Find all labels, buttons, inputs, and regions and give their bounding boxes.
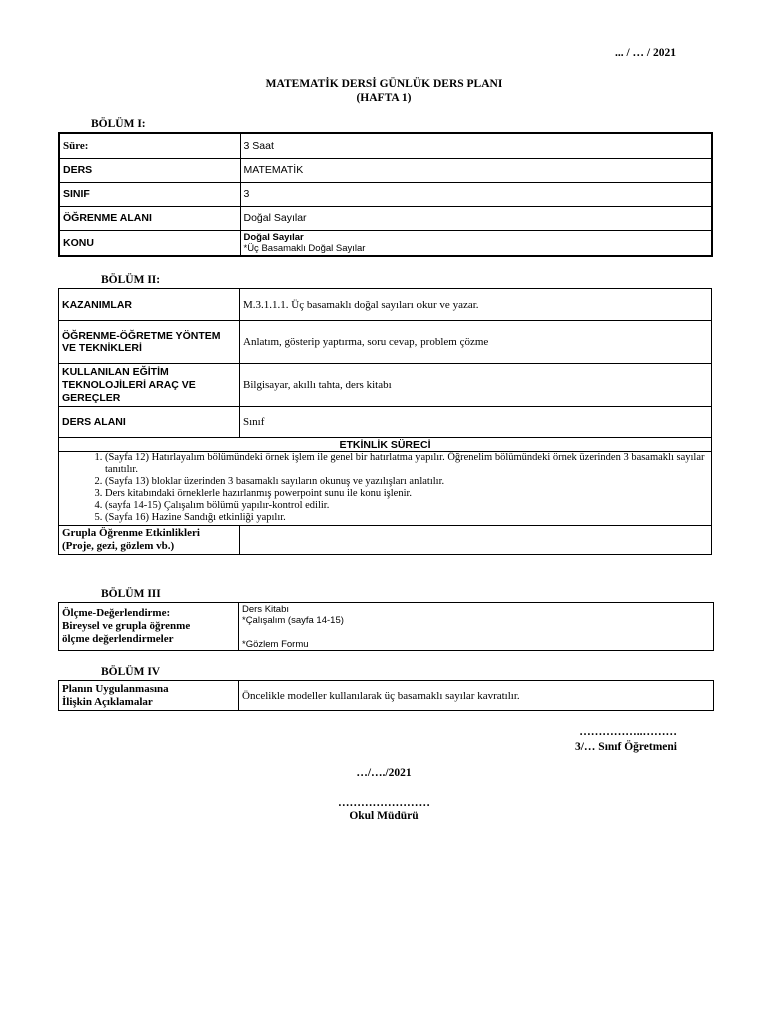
konu-main: Doğal Sayılar — [243, 231, 304, 243]
row-grup — [59, 526, 712, 555]
activity-item: 2. (Sayfa 13) bloklar üzerinden 3 basamaklı sayıların okunuş ve yazılışları anlatılır. — [105, 476, 707, 488]
signature-date: …/…./2021 — [356, 767, 412, 779]
row-sure — [59, 133, 712, 158]
olcme-value-line2: *Çalışalım (sayfa 14-15) — [242, 615, 344, 626]
activities-list — [59, 452, 707, 524]
aciklamalar-label-line1: Planın Uygulanmasına — [62, 682, 169, 695]
section1-table — [58, 132, 713, 257]
row-kazanimlar — [59, 289, 712, 321]
arac-value: Bilgisayar, akıllı tahta, ders kitabı — [240, 364, 712, 407]
grup-label — [59, 526, 240, 555]
section4-table — [58, 680, 714, 711]
ders-value: MATEMATİK — [240, 158, 712, 182]
section3-heading: BÖLÜM III — [101, 588, 161, 600]
olcme-label-line2: Bireysel ve grupla öğrenme — [62, 620, 191, 632]
grup-label-line2: (Proje, gezi, gözlem vb.) — [62, 540, 175, 552]
ders-alani-value: Sınıf — [240, 407, 712, 438]
sinif-value: 3 — [240, 182, 712, 206]
yontem-label-line1: ÖĞRENME-ÖĞRETME YÖNTEM — [62, 330, 221, 342]
teacher-signature-dots: ……………..……… — [579, 726, 677, 738]
olcme-label-line3: ölçme değerlendirmeler — [62, 633, 174, 645]
konu-sub: *Üç Basamaklı Doğal Sayılar — [243, 242, 366, 254]
aciklamalar-label — [59, 681, 239, 711]
kazanimlar-label: KAZANIMLAR — [59, 289, 240, 321]
section1-heading: BÖLÜM I: — [91, 118, 146, 130]
aciklamalar-value: Öncelikle modeller kullanılarak üç basamaklı sayılar kavratılır. — [239, 681, 714, 711]
ders-label: DERS — [59, 158, 240, 182]
activity-item: 1. (Sayfa 12) Hatırlayalım bölümündeki örnek işlem ile genel bir hatırlatma yapılır. Öğrenelim bölümündeki örnek üzerinden 3 basamaklı sayılar tanıtılır. — [105, 452, 707, 476]
principal-signature-dots: …………………… — [338, 797, 430, 809]
row-ogrenme-alani — [59, 206, 712, 230]
row-etkinlik-heading — [59, 438, 712, 452]
sure-label: Süre: — [59, 133, 240, 158]
document-date: ... / … / 2021 — [614, 47, 676, 59]
activity-item: 5. (Sayfa 16) Hazine Sandığı etkinliği yapılır. — [105, 512, 707, 524]
konu-label: KONU — [59, 230, 240, 256]
row-arac — [59, 364, 712, 407]
olcme-label-line1: Ölçme-Değerlendirme: — [62, 607, 171, 619]
grup-value — [240, 526, 712, 555]
grup-label-line1: Grupla Öğrenme Etkinlikleri — [62, 527, 200, 539]
yontem-label-line2: VE TEKNİKLERİ — [62, 342, 142, 354]
section2-heading: BÖLÜM II: — [101, 274, 161, 286]
principal-title: Okul Müdürü — [349, 810, 419, 822]
activities-cell — [59, 452, 712, 526]
row-activities — [59, 452, 712, 526]
olcme-value-line1: Ders Kitabı — [242, 604, 289, 615]
section4-heading: BÖLÜM IV — [101, 666, 161, 678]
section2-table — [58, 288, 712, 555]
yontem-value: Anlatım, gösterip yaptırma, soru cevap, problem çözme — [240, 321, 712, 364]
row-sinif — [59, 182, 712, 206]
konu-value — [240, 230, 712, 256]
etkinlik-heading: ETKİNLİK SÜRECİ — [59, 438, 712, 452]
activity-item: 4. (sayfa 14-15) Çalışalım bölümü yapılır-kontrol edilir. — [105, 500, 707, 512]
olcme-value-line3: *Gözlem Formu — [242, 639, 309, 650]
row-olcme — [59, 603, 714, 651]
sinif-label: SINIF — [59, 182, 240, 206]
arac-label: KULLANILAN EĞİTİM TEKNOLOJİLERİ ARAÇ VE GEREÇLER — [59, 364, 240, 407]
olcme-label — [59, 603, 239, 651]
row-aciklamalar — [59, 681, 714, 711]
olcme-value — [239, 603, 714, 651]
week-label: (HAFTA 1) — [356, 92, 412, 104]
teacher-title: 3/… Sınıf Öğretmeni — [574, 741, 677, 753]
aciklamalar-label-line2: İlişkin Açıklamalar — [62, 695, 153, 708]
row-yontem — [59, 321, 712, 364]
ders-alani-label: DERS ALANI — [59, 407, 240, 438]
section3-table — [58, 602, 714, 651]
yontem-label — [59, 321, 240, 364]
kazanimlar-value: M.3.1.1.1. Üç basamaklı doğal sayıları okur ve yazar. — [240, 289, 712, 321]
ogrenme-alani-label: ÖĞRENME ALANI — [59, 206, 240, 230]
document-title: MATEMATİK DERSİ GÜNLÜK DERS PLANI — [265, 78, 503, 90]
row-konu — [59, 230, 712, 256]
row-ders-alani — [59, 407, 712, 438]
ogrenme-alani-value: Doğal Sayılar — [240, 206, 712, 230]
sure-value: 3 Saat — [240, 133, 712, 158]
activity-item: 3. Ders kitabındaki örneklerle hazırlanmış powerpoint sunu ile konu işlenir. — [105, 488, 707, 500]
row-ders — [59, 158, 712, 182]
